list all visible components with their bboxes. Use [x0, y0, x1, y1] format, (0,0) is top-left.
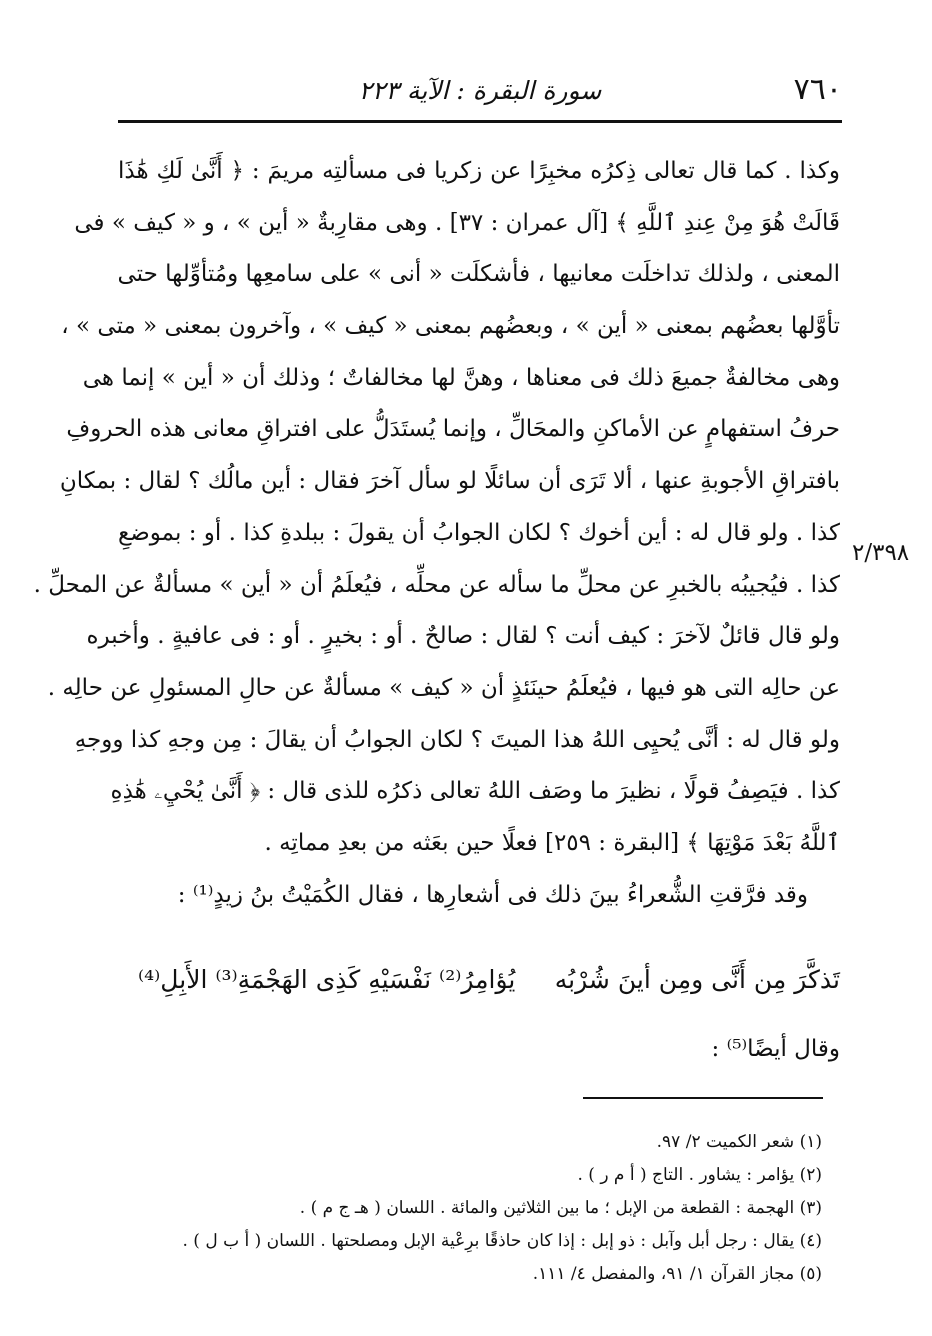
running-title: سورة البقرة : الآية ٢٢٣ — [358, 76, 602, 105]
text-line: عن حالِه التى هو فيها ، فيُعلَمُ حينَئذٍ أن « كيف » مسألةٌ عن حالِ المسئولِ عن حالِه . — [47, 674, 840, 701]
main-text — [33, 146, 840, 921]
text-line: كذا . ولو قال له : أين أخوك ؟ لكان الجوابُ أن يقولَ : ببلدةِ كذا . أو : بموضعِ — [118, 519, 840, 546]
text-line: بافتراقِ الأجوبةِ عنها ، ألا تَرَى أن سائلًا لو سأل آخرَ فقال : أين مالُك ؟ لقال : بمكانِ — [59, 468, 840, 495]
header-rule — [118, 120, 842, 123]
text-line: المعنى ، ولذلك تداخلَت معانيها ، فأشكلَت « أنى » على سامعِها ومُتأوِّلها حتى — [117, 261, 840, 288]
page-header — [118, 72, 842, 112]
poem-verse — [118, 965, 840, 1013]
footnote: (٤) يقال : رجل أبل وآبل : ذو إبل : إذا كان حاذقًا برِعْية الإبل ومصلحتها . اللسان ( أ ب ل ) . — [182, 1231, 822, 1251]
text-line: ولو قال له : أنَّى يُحيِى اللهُ هذا الميتَ ؟ لكان الجوابُ أن يقالَ : مِن وجهِ كذا ووجهِ — [74, 726, 840, 753]
text-line: ولو قال قائلٌ لآخرَ : كيف أنت ؟ لقال : صالحٌ . أو : بخيرٍ . أو : فى عافيةٍ . وأخبره — [86, 623, 840, 650]
footnote: (٥) مجاز القرآن ١/ ٩١، والمفصل ٤/ ١١١. — [532, 1264, 822, 1284]
text-line: وقد فرَّقتِ الشُّعراءُ بينَ ذلك فى أشعارِها ، فقال الكُمَيْتُ بنُ زيدٍ⁽¹⁾ : — [177, 881, 808, 908]
page-number: ٧٦٠ — [793, 72, 842, 107]
footnote: (٢) يؤامر : يشاور . التاج ( أ م ر ) . — [577, 1165, 822, 1185]
text-line: كذا . فيَصِفُ قولًا ، نظيرَ ما وصَف اللهُ تعالى ذكرُه للذى قال : ﴿ أَنَّىٰ يُحْيِۦ هَٰذِهِ — [110, 778, 840, 805]
text-line: وهى مخالفةٌ جميعَ ذلك فى معناها ، وهنَّ لها مخالفاتٌ ؛ وذلك أن « أين » إنما هى — [82, 364, 840, 391]
text-line: كذا . فيُجيبُه بالخبرِ عن محلِّ ما سأله عن محلِّه ، فيُعلَمُ أن « أين » مسألةٌ عن المحلِّ . — [33, 571, 840, 598]
text-line: قَالَتْ هُوَ مِنْ عِندِ ٱللَّهِ ﴾ [آل عمران : ٣٧] . وهى مقارِبةٌ « أين » ، و « كيف » فى — [74, 209, 840, 236]
poem-hemistich-second: يُؤامِرُ⁽²⁾ نَفْسَيْهِ كَذِى الهَجْمَةِ⁽³⁾ الأَبِلِ⁽⁴⁾ — [138, 965, 516, 994]
poem-intro-line: وقال أيضًا⁽⁵⁾ : — [711, 1036, 840, 1062]
margin-reference — [852, 540, 909, 566]
text-line: وكذا . كما قال تعالى ذِكرُه مخبِرًا عن زكريا فى مسألتِه مريمَ : ﴿ أَنَّىٰ لَكِ هَٰذَا — [118, 158, 840, 184]
margin-volume-page: ٢/٣٩٨ — [852, 540, 910, 566]
text-line: حرفُ استفهامٍ عن الأماكنِ والمحَالِّ ، وإنما يُستَدَلُّ على افتراقِ معانى هذه الحروفِ — [66, 416, 840, 443]
text-line: تأوَّلها بعضُهم بمعنى « أين » ، وبعضُهم بمعنى « كيف » ، وآخرون بمعنى « متى » ، — [61, 313, 840, 340]
text-line: ٱللَّهُ بَعْدَ مَوْتِهَا ﴾ [البقرة : ٢٥٩] فعلًا حين بعَثه من بعدِ مماتِه . — [264, 829, 840, 856]
footnote: (٣) الهجمة : القطعة من الإبل ؛ ما بين الثلاثين والمائة . اللسان ( هـ ج م ) . — [299, 1198, 822, 1218]
footnote: (١) شعر الكميت ٢/ ٩٧. — [656, 1132, 822, 1152]
footnote-rule — [583, 1097, 823, 1099]
poem-hemistich-first: تَذكَّرَ مِن أَنَّى ومِن أينَ شُرْبُه — [554, 965, 840, 994]
footnotes — [118, 1126, 842, 1291]
